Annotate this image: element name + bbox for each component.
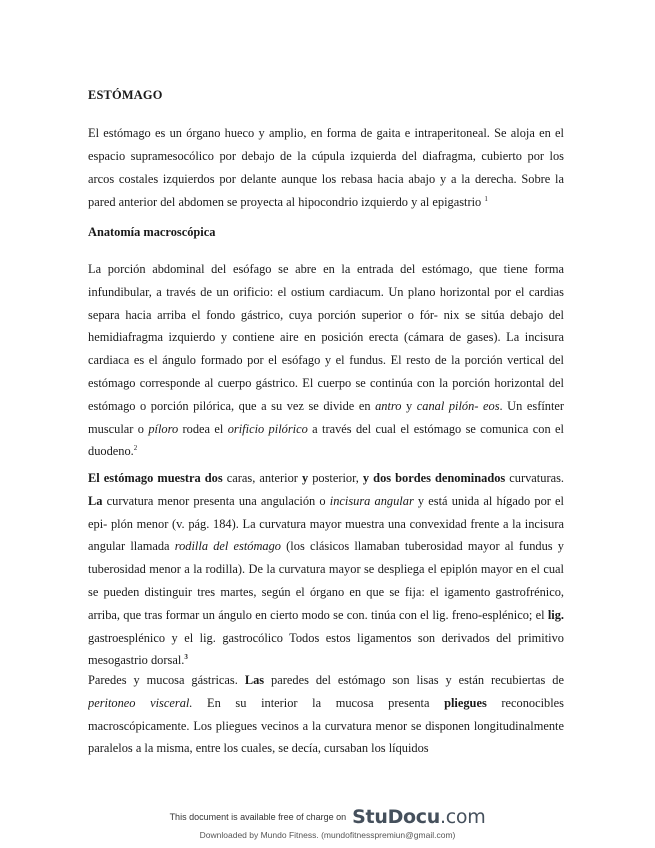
bold-run: y dos bordes denominados (362, 471, 506, 485)
text-run: a través del cual el estómago se comunica con el duodeno. (88, 421, 564, 459)
footnote-ref[interactable]: 2 (133, 444, 138, 453)
text-run: gastroesplénico y el lig. gastrocólico Todos estos ligamentos son derivados del primitivo mesogastrio dorsal. (88, 630, 564, 668)
italic-term: píloro (148, 421, 179, 436)
text-run: (los clásicos llamaban tuberosidad mayor al fundus y tuberosidad menor a la rodilla). De la curvatura mayor se despliega el epiplón mayor en el cual se pueden distinguir tres martes, según el órgano en que se fija: el igamento gastrofrénico, arriba, que tras formar un ángulo en cierto modo se con. tinúa con el lig. freno-esplénico; el (88, 539, 564, 622)
italic-term: rodilla del estómago (174, 539, 281, 554)
italic-term: canal pilón- eos (416, 398, 500, 413)
studocu-logo[interactable]: StuDocu.com (352, 806, 486, 828)
page-title: ESTÓMAGO (88, 88, 163, 102)
italic-term: incisura angular (329, 493, 414, 508)
bold-run: La (88, 493, 103, 508)
text-run: Paredes y mucosa gástricas. (88, 673, 245, 687)
text-run: y (401, 398, 417, 413)
text-run: y está unida al hígado por el epi- plón menor (v. pág. 184). La curvatura mayor muestra una convexidad frente a la incisura angular llamada (88, 493, 564, 554)
text-run: rodea el (178, 421, 228, 436)
download-notice: Downloaded by Mundo Fitness. (mundofitnesspremiun@gmail.com) (199, 830, 456, 840)
text-run: En su interior la mucosa presenta (192, 695, 445, 710)
available-text: This document is available free of charge on (169, 812, 347, 822)
italic-term: peritoneo visceral. (88, 695, 193, 710)
paragraph-intro (88, 122, 564, 214)
bold-run: lig. (547, 607, 564, 622)
paragraph-anatomy (88, 258, 564, 463)
italic-term: antro (375, 398, 402, 413)
paragraph-text: El estómago es un órgano hueco y amplio, en forma de gaita e intraperitoneal. Se aloja en el espacio supramesocólico por debajo de la cúpula izquierda del diafragma, cubierto por los arcos costales izquierdos por delante aunque los rebasa hacia abajo y a la derecha. Sobre la pared anterior del abdomen se proyecta al hipocondrio izquierdo y al epigastrio (88, 126, 564, 209)
paragraph-curvatures (88, 467, 564, 672)
bold-run: Las (244, 673, 265, 687)
bold-run: pliegues (444, 695, 487, 710)
text-run: paredes del estómago son lisas y están recubiertas de (264, 673, 564, 687)
text-run: curvatura menor presenta una angulación o (102, 493, 330, 508)
text-run: curvaturas. (505, 471, 564, 485)
footnote-ref[interactable]: 1 (484, 194, 488, 203)
text-run: caras, anterior (222, 471, 302, 485)
studocu-footer (0, 806, 655, 828)
footnote-ref[interactable]: 3 (184, 653, 188, 662)
paragraph-walls (88, 669, 564, 769)
text-run: posterior, (308, 471, 363, 485)
italic-term: orificio pilórico (227, 421, 308, 436)
bold-run: y (301, 471, 309, 485)
bold-run: El estómago muestra dos (88, 471, 223, 485)
text-run: reconocibles macroscópicamente. Los pliegues vecinos a la curvatura menor se disponen longitudinalmente paralelos a la misma, entre los cuales, se decía, cursaban los líquidos (88, 695, 564, 756)
text-run: La porción abdominal del esófago se abre en la entrada del estómago, que tiene forma infundibular, a través de un orificio: el ostium cardiacum. Un plano horizontal por el cardias separa hacia arriba el fondo gástrico, cuya porción superior o fór- nix se sitúa debajo del hemidiafragma izquierdo y contiene aire en posición erecta (cámara de gases). La incisura cardiaca es el ángulo formado por el esófago y el fundus. El resto de la porción vertical del estómago corresponde al cuerpo gástrico. El cuerpo se continúa con la porción horizontal del estómago o porción pilórica, que a su vez se divide en (88, 262, 564, 413)
text-run: . Un esfínter muscular o (88, 398, 565, 436)
section-heading: Anatomía macroscópica (88, 225, 216, 239)
